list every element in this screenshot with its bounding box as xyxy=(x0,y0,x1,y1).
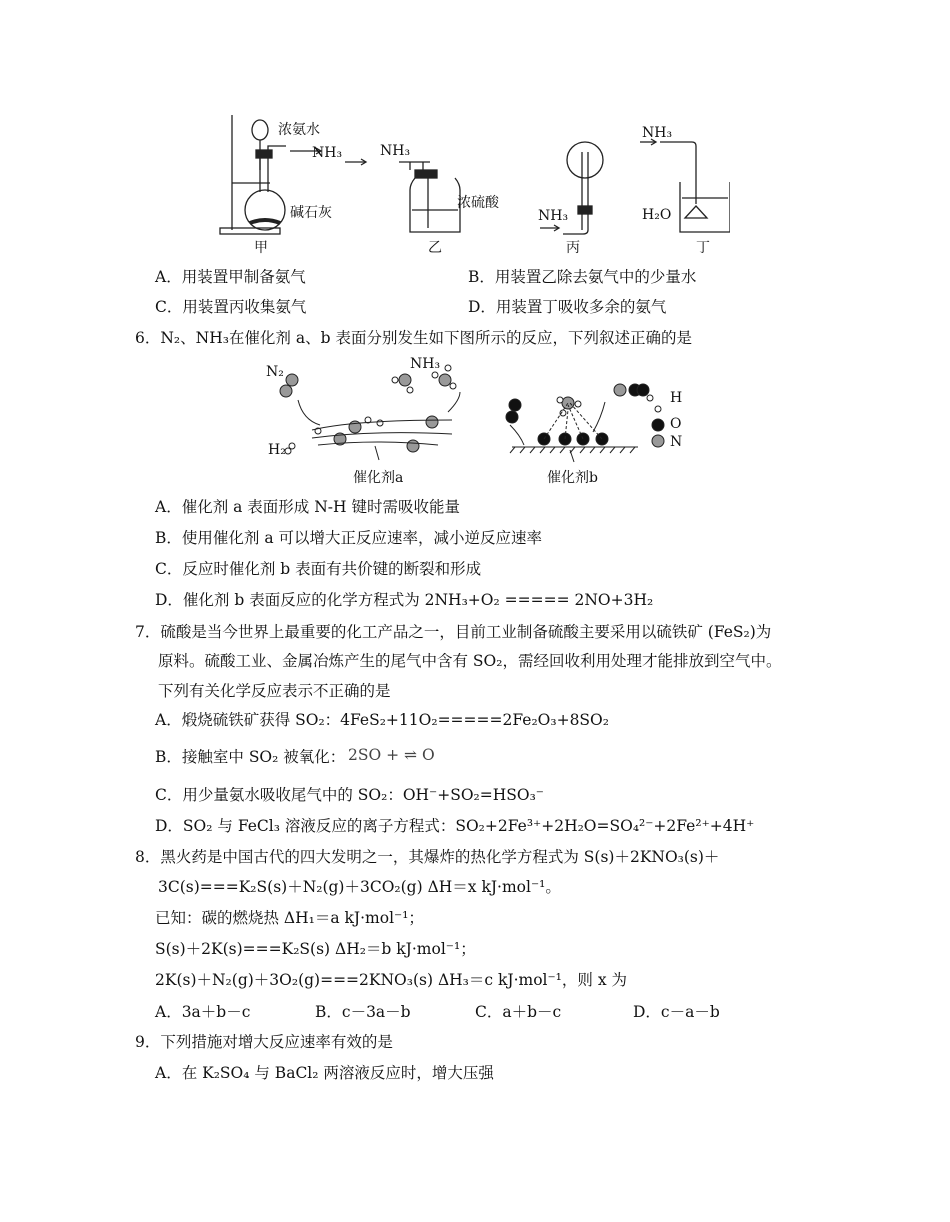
q7-option-c: C．用少量氨水吸收尾气中的 SO₂：OH⁻+SO₂=HSO₃⁻ xyxy=(155,786,544,804)
q8-option-b: B．c－3a－b xyxy=(315,1003,411,1021)
q9-option-a: A．在 K₂SO₄ 与 BaCl₂ 两溶液反应时，增大压强 xyxy=(155,1064,494,1082)
h2-label: H₂ xyxy=(268,442,286,458)
apparatus-figure xyxy=(210,110,730,260)
nh3-label: NH₃ xyxy=(410,356,441,372)
yi-reagent: 浓硫酸 xyxy=(457,195,499,211)
catalyst-figure xyxy=(250,350,700,490)
q6-option-c: C．反应时催化剂 b 表面有共价键的断裂和形成 xyxy=(155,560,482,578)
q5-option-b: B．用装置乙除去氨气中的少量水 xyxy=(468,268,697,286)
n2-label: N₂ xyxy=(266,364,284,380)
q8-stem-line1: 8．黑火药是中国古代的四大发明之一，其爆炸的热化学方程式为 S(s)＋2KNO₃(s)＋ xyxy=(135,848,720,866)
q7-stem-line1: 7．硫酸是当今世界上最重要的化工产品之一，目前工业制备硫酸主要采用以硫铁矿 (FeS₂)为 xyxy=(135,623,772,641)
q8-option-a: A．3a＋b－c xyxy=(155,1003,251,1021)
q6-stem: 6．N₂、NH₃在催化剂 a、b 表面分别发生如下图所示的反应，下列叙述正确的是 xyxy=(135,329,692,347)
catalyst-drawing xyxy=(250,350,700,490)
bing-label: 丙 xyxy=(566,240,580,256)
q7-stem-line2: 原料。硫酸工业、金属冶炼产生的尾气中含有 SO₂，需经回收利用处理才能排放到空气中。 xyxy=(158,652,782,670)
ding-liquid: H₂O xyxy=(642,207,672,223)
ding-label: 丁 xyxy=(696,240,710,256)
q8-stem-line2: 3C(s)===K₂S(s)＋N₂(g)＋3CO₂(g) ΔH＝x kJ·mol⁻¹。 xyxy=(158,878,561,896)
legend-n: N xyxy=(670,434,683,450)
q6-option-b: B．使用催化剂 a 可以增大正反应速率，减小逆反应速率 xyxy=(155,529,542,547)
jia-gas: NH₃ xyxy=(312,145,343,161)
q8-option-c: C．a＋b－c xyxy=(475,1003,562,1021)
q7-option-d: D．SO₂ 与 FeCl₃ 溶液反应的离子方程式：SO₂+2Fe³⁺+2H₂O=SO₄²⁻+2Fe²⁺+4H⁺ xyxy=(155,817,755,835)
q5-option-d: D．用装置丁吸收多余的氨气 xyxy=(468,298,667,316)
yi-label: 乙 xyxy=(428,240,442,256)
legend-o: O xyxy=(670,416,682,432)
q8-known-1: 已知：碳的燃烧热 ΔH₁＝a kJ·mol⁻¹； xyxy=(155,909,424,927)
q7-option-a: A．煅烧硫铁矿获得 SO₂：4FeS₂+11O₂=====2Fe₂O₃+8SO₂ xyxy=(155,711,609,729)
jia-label: 甲 xyxy=(254,240,268,256)
q7-stem-line3: 下列有关化学反应表示不正确的是 xyxy=(158,682,391,700)
q6-option-d: D．催化剂 b 表面反应的化学方程式为 2NH₃+O₂ ===== 2NO+3H₂ xyxy=(155,591,654,609)
catalyst-b-label: 催化剂b xyxy=(547,470,598,486)
q7-option-b-equation: 2SO + ⇌ O xyxy=(348,746,435,764)
q5-option-c: C．用装置丙收集氨气 xyxy=(155,298,307,316)
q8-known-2: S(s)＋2K(s)===K₂S(s) ΔH₂＝b kJ·mol⁻¹； xyxy=(155,940,476,958)
q9-stem: 9．下列措施对增大反应速率有效的是 xyxy=(135,1033,393,1051)
bing-gas: NH₃ xyxy=(538,208,569,224)
q5-option-a: A．用装置甲制备氨气 xyxy=(155,268,306,286)
jia-reagent-top: 浓氨水 xyxy=(278,122,320,138)
q7-option-b: B．接触室中 SO₂ 被氧化： xyxy=(155,748,346,766)
q6-option-a: A．催化剂 a 表面形成 N-H 键时需吸收能量 xyxy=(155,498,460,516)
legend-h: H xyxy=(670,390,683,406)
ding-gas: NH₃ xyxy=(642,125,673,141)
jia-reagent-bottom: 碱石灰 xyxy=(290,205,332,221)
yi-gas: NH₃ xyxy=(380,143,411,159)
catalyst-a-label: 催化剂a xyxy=(353,470,404,486)
q8-known-3: 2K(s)＋N₂(g)＋3O₂(g)===2KNO₃(s) ΔH₃＝c kJ·mol⁻¹，则 x 为 xyxy=(155,971,627,989)
q8-option-d: D．c－a－b xyxy=(633,1003,720,1021)
